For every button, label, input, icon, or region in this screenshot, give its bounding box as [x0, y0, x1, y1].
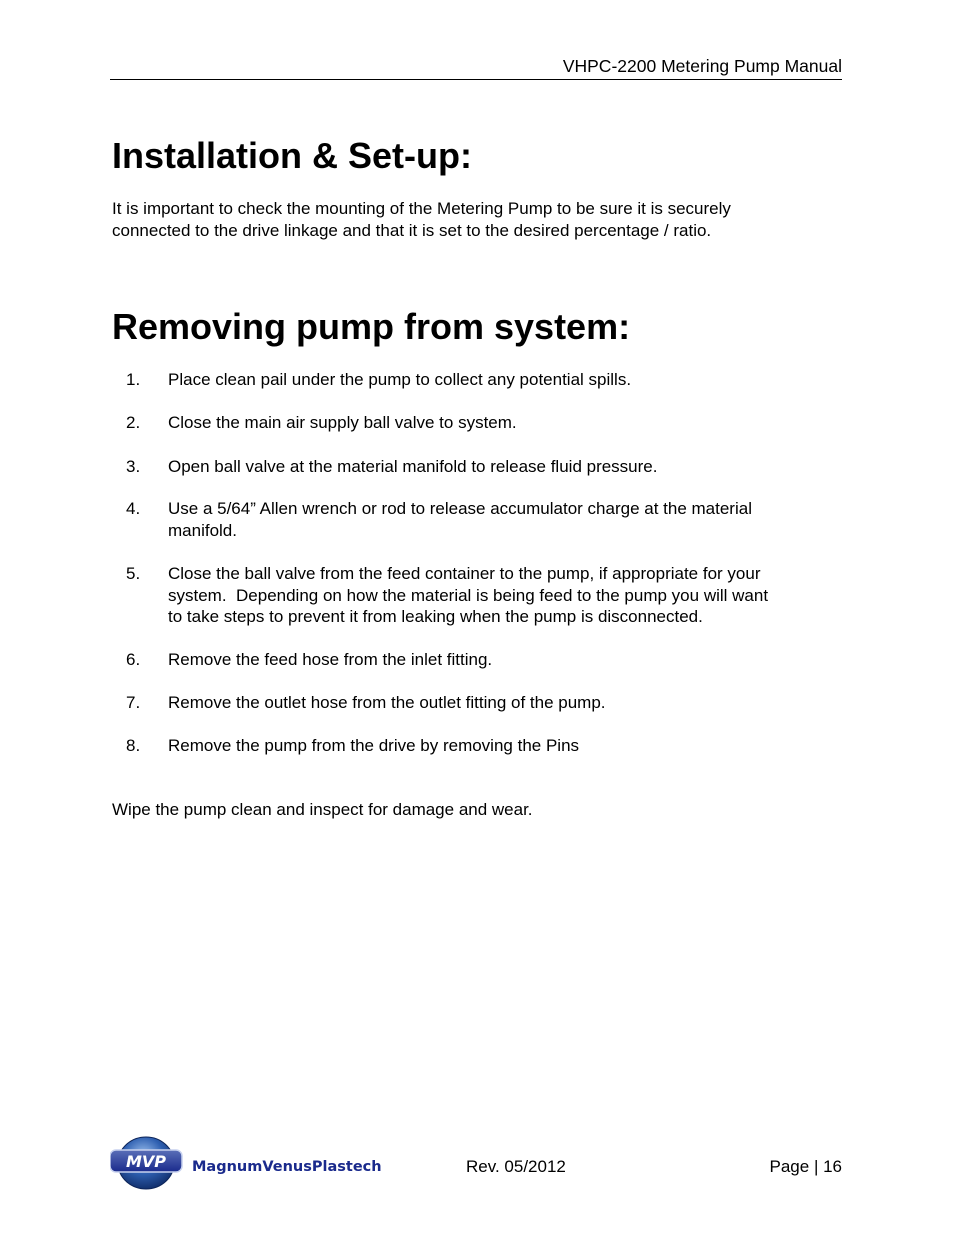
installation-paragraph-line: It is important to check the mounting of the Metering Pump to be sure it is securely: [112, 199, 731, 218]
step-text-line: Close the main air supply ball valve to system.: [168, 413, 517, 432]
removing-heading: Removing pump from system:: [112, 306, 631, 347]
step-text-line: Close the ball valve from the feed container to the pump, if appropriate for your: [168, 564, 761, 583]
step-text-line: to take steps to prevent it from leaking when the pump is disconnected.: [168, 607, 703, 626]
step-text: [168, 412, 848, 434]
step-text-line: Use a 5/64” Allen wrench or rod to release accumulator charge at the material: [168, 499, 752, 518]
step-number: 1.: [126, 370, 141, 389]
step-number: 7.: [126, 693, 141, 712]
closing-paragraph: Wipe the pump clean and inspect for damage and wear.: [112, 800, 533, 819]
step-text-line: manifold.: [168, 520, 237, 540]
mvp-globe-logo-icon: [110, 1133, 400, 1191]
installation-paragraph: [112, 198, 731, 241]
step-text: [168, 498, 848, 541]
document-header-title: VHPC-2200 Metering Pump Manual: [562, 56, 842, 76]
step-text-line: Open ball valve at the material manifold to release fluid pressure.: [168, 457, 658, 476]
step-number: 4.: [126, 499, 141, 518]
logo-company-name: MagnumVenusPlastech: [192, 1159, 382, 1175]
step-number: 3.: [126, 457, 141, 476]
installation-paragraph-line: connected to the drive linkage and that it is set to the desired percentage / ratio.: [112, 220, 712, 240]
page-number: Page | 16: [769, 1157, 842, 1176]
step-text: [168, 649, 848, 671]
step-text: [168, 369, 848, 391]
revision-date: Rev. 05/2012: [466, 1157, 566, 1176]
step-text-line: Remove the pump from the drive by removing the Pins: [168, 736, 580, 755]
step-text: [168, 456, 848, 478]
step-text-line: Remove the feed hose from the inlet fitting.: [168, 650, 493, 669]
step-text: [168, 735, 848, 757]
step-text-line: system. Depending on how the material is being feed to the pump you will want: [168, 585, 769, 605]
step-number: 8.: [126, 736, 141, 755]
step-number: 5.: [126, 564, 141, 583]
logo-initials: MVP: [125, 1152, 167, 1171]
step-number: 2.: [126, 413, 141, 432]
company-logo: [110, 1133, 400, 1191]
step-text-line: Place clean pail under the pump to collect any potential spills.: [168, 370, 632, 389]
step-text-line: Remove the outlet hose from the outlet fitting of the pump.: [168, 693, 606, 712]
header-divider: [110, 79, 842, 80]
step-text: [168, 563, 848, 628]
step-text: [168, 692, 848, 714]
installation-heading: Installation & Set-up:: [112, 135, 472, 176]
step-number: 6.: [126, 650, 141, 669]
